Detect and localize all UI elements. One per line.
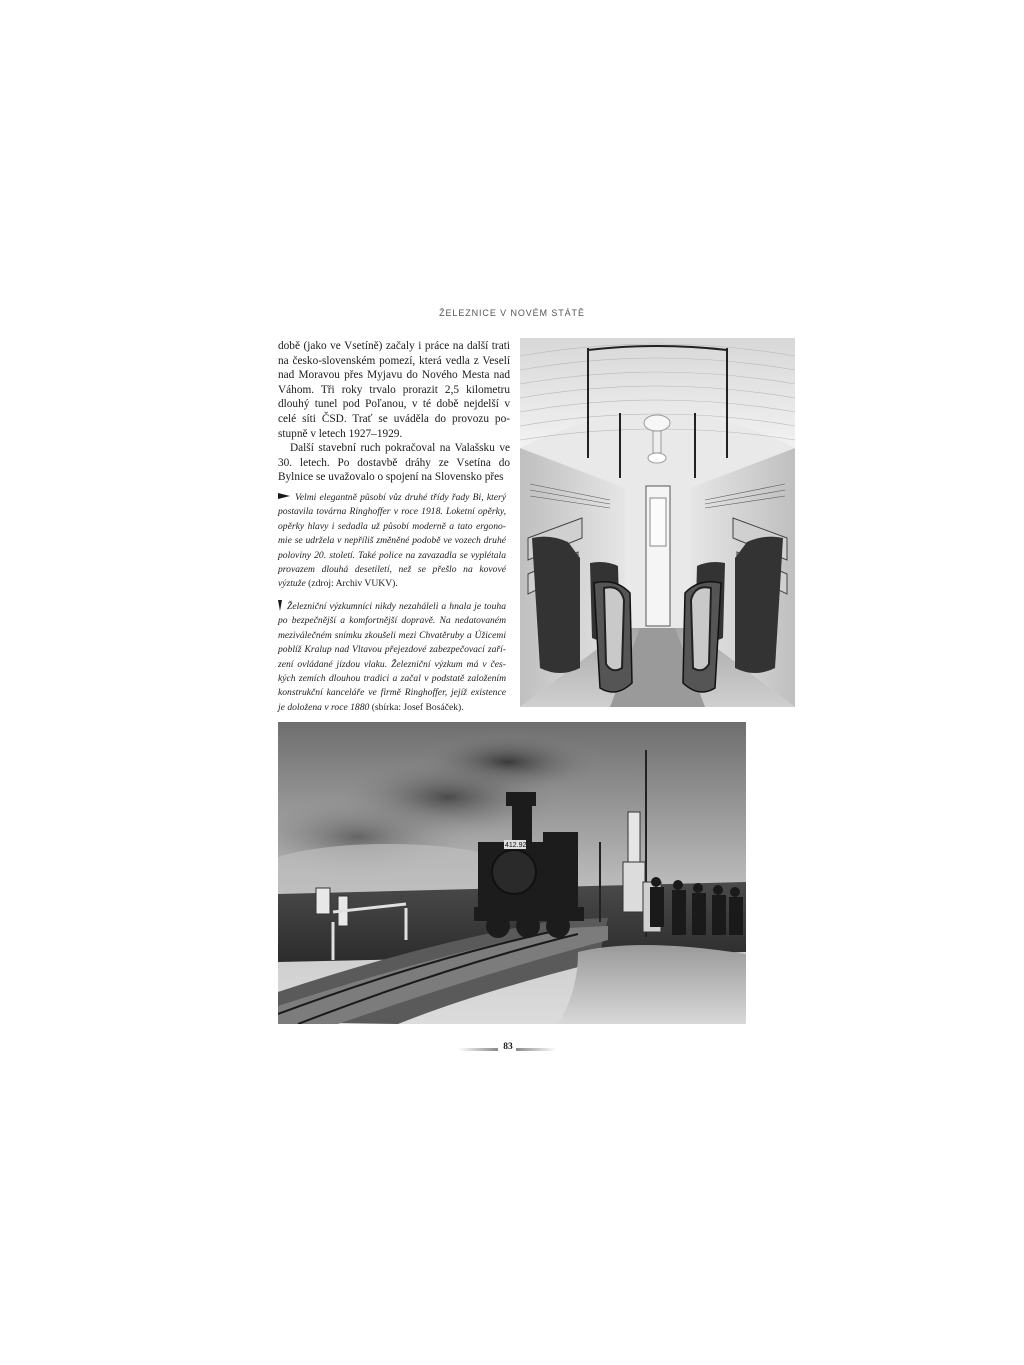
locomotive-photo — [278, 722, 746, 1024]
running-head: ŽELEZNICE V NOVÉM STÁTĚ — [439, 308, 585, 318]
caption-interior-photo — [278, 491, 506, 592]
page-number-text: 83 — [503, 1042, 513, 1052]
caption-locomotive-photo — [278, 600, 506, 715]
body-paragraph: době (jako ve Vsetíně) začaly i práce na další trati na česko-slovenském pomezí, která vedla z Veselí nad Moravou přes Myjavu do Nového Mesta nad Váhom. Tři roky trvalo prorazit 2,5 kilometru dlouhý tunel pod Poľanou, v té době nejdelší v celé síti ČSD. Trať se uváděla do provozu postupně v letech 1927–1929. — [278, 340, 510, 440]
arrow-down-icon — [278, 600, 282, 611]
body-text — [278, 339, 510, 485]
page-number — [0, 1042, 1024, 1058]
body-paragraph: Další stavební ruch pokračoval na Valašsku ve 30. letech. Po dostavbě dráhy ze Vsetína do Bylnice se uvažovalo o spojení na Slovensko přes — [278, 442, 510, 484]
folio-rule-left — [458, 1048, 498, 1051]
folio-rule-right — [516, 1048, 556, 1051]
arrow-right-icon — [278, 493, 290, 499]
caption-credit: (zdroj: Archiv VUKV). — [308, 578, 398, 590]
caption-credit: (sbírka: Josef Bosáček). — [371, 701, 464, 713]
locomotive-number: 412.92 — [505, 842, 527, 849]
carriage-interior-photo — [520, 338, 795, 707]
caption-text: Železniční výzkumníci nikdy nezaháleli a hnala je touha po bezpečnější a komfortnější dopravě. Na nedatovaném meziválečném snímku zkoušeli mezi Chvatěruby a Úžicemi poblíž Kralup nad Vltavou přejezdové zabezpečovací zařízení ovládané jízdou vlaku. Železniční výzkum má v českých zemích dlouhou tradici a začal v podstatě založením konstrukční kanceláře ve firmě Ringhoffer, jejíž existence je doložena v roce 1880 — [278, 601, 506, 713]
caption-text: Velmi elegantně působí vůz druhé třídy řady Bi, který postavila továrna Ringhoffer v roce 1918. Loketní opěrky, opěrky hlavy i sedadla už působí moderně a tato ergonomie se udržela v nepříliš změněné podobě ve vozech druhé poloviny 20. století. Také police na zavazadla se vyplétala provazem dlouhá desetiletí, než se přešlo na kovové výztuže — [278, 492, 506, 590]
